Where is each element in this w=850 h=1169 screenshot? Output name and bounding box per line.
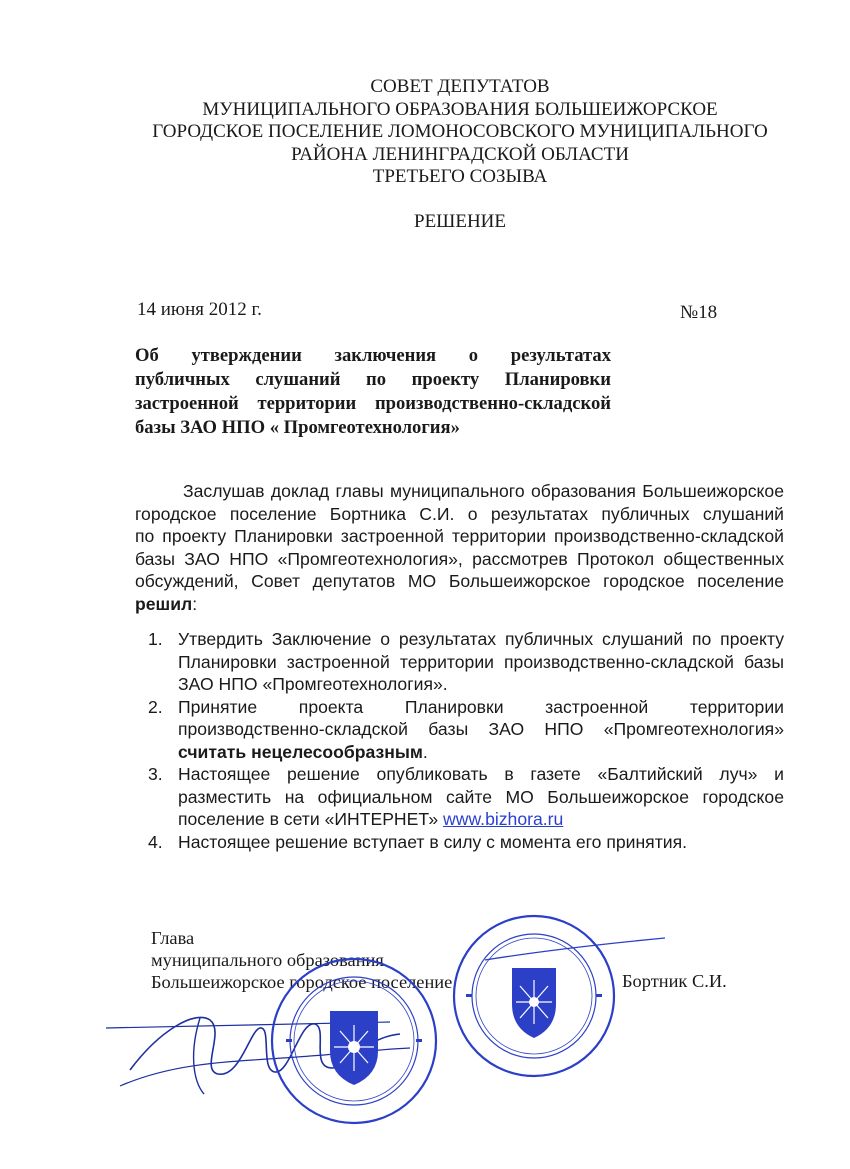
intro-line: по проекту Планировки застроенной территории производственно-складской <box>135 526 784 546</box>
subject-line: Об утверждении заключения о результатах <box>135 345 611 366</box>
item-line: производственно-складской базы ЗАО НПО «Промгеотехнология» <box>178 719 784 739</box>
decision-list <box>148 628 784 853</box>
item-line: разместить на официальном сайте МО Большеижорское городское <box>178 786 784 807</box>
item-end: . <box>422 741 428 762</box>
list-item <box>148 696 784 764</box>
intro-line: Заслушав доклад главы муниципального образования Большеижорское <box>183 481 784 501</box>
header-line: РАЙОНА ЛЕНИНГРАДСКОЙ ОБЛАСТИ <box>291 143 629 165</box>
official-seal-left <box>268 955 440 1127</box>
signature-title: муниципального образования <box>151 950 384 970</box>
item-text: поселение в сети «ИНТЕРНЕТ» <box>178 809 444 829</box>
subject-line: застроенной территории производственно-складской <box>135 393 611 414</box>
item-number: 4. <box>148 831 163 852</box>
item-line: Настоящее решение опубликовать в газете «Балтийский луч» и <box>178 764 784 784</box>
signatory-name: Бортник С.И. <box>622 971 727 991</box>
document-type: РЕШЕНИЕ <box>414 211 506 232</box>
official-seal-right <box>450 912 618 1080</box>
intro-line: городское поселение Бортника С.И. о результатах публичных слушаний <box>135 503 784 524</box>
website-link[interactable]: www.bizhora.ru <box>443 809 564 829</box>
item-number: 2. <box>148 696 163 717</box>
item-number: 3. <box>148 764 163 784</box>
item-number: 1. <box>148 629 163 649</box>
item-line <box>178 741 784 764</box>
list-item <box>148 831 784 854</box>
item-line: Настоящее решение вступает в силу с момента его принятия. <box>178 831 688 852</box>
item-line: Принятие проекта Планировки застроенной территории <box>178 696 784 717</box>
header-line: ГОРОДСКОЕ ПОСЕЛЕНИЕ ЛОМОНОСОВСКОГО МУНИЦИПАЛЬНОГО <box>152 121 768 142</box>
subject-line: публичных слушаний по проекту Планировки <box>135 369 611 390</box>
item-line: Утвердить Заключение о результатах публичных слушаний по проекту <box>178 629 784 649</box>
item-bold-text: считать нецелесообразным <box>178 741 423 762</box>
header-line: МУНИЦИПАЛЬНОГО ОБРАЗОВАНИЯ БОЛЬШЕИЖОРСКОЕ <box>202 98 718 120</box>
header-line: СОВЕТ ДЕПУТАТОВ <box>370 76 550 97</box>
list-item <box>148 763 784 831</box>
header-line: ТРЕТЬЕГО СОЗЫВА <box>372 166 548 187</box>
decision-subject <box>135 344 611 440</box>
item-line: Планировки застроенной территории производственно-складской базы <box>178 651 784 672</box>
intro-line: обсуждений, Совет депутатов МО Большеижорское городское поселение <box>135 571 784 591</box>
decision-date: 14 июня 2012 г. <box>137 299 262 320</box>
subject-line: базы ЗАО НПО « Промгеотехнология» <box>135 417 460 438</box>
item-line <box>178 808 784 831</box>
signature-title: Глава <box>151 928 195 948</box>
intro-line: базы ЗАО НПО «Промгеотехнология», рассмотрев Протокол общественных <box>135 548 784 569</box>
list-item <box>148 628 784 696</box>
decided-colon: : <box>192 593 198 614</box>
council-header <box>120 76 800 189</box>
decided-word: решил <box>135 593 193 614</box>
intro-line <box>135 593 784 616</box>
intro-paragraph <box>135 480 784 615</box>
item-line: ЗАО НПО «Промгеотехнология». <box>178 674 448 694</box>
decision-number: №18 <box>680 302 718 323</box>
signature-title: Большеижорское городское поселение <box>151 972 453 992</box>
